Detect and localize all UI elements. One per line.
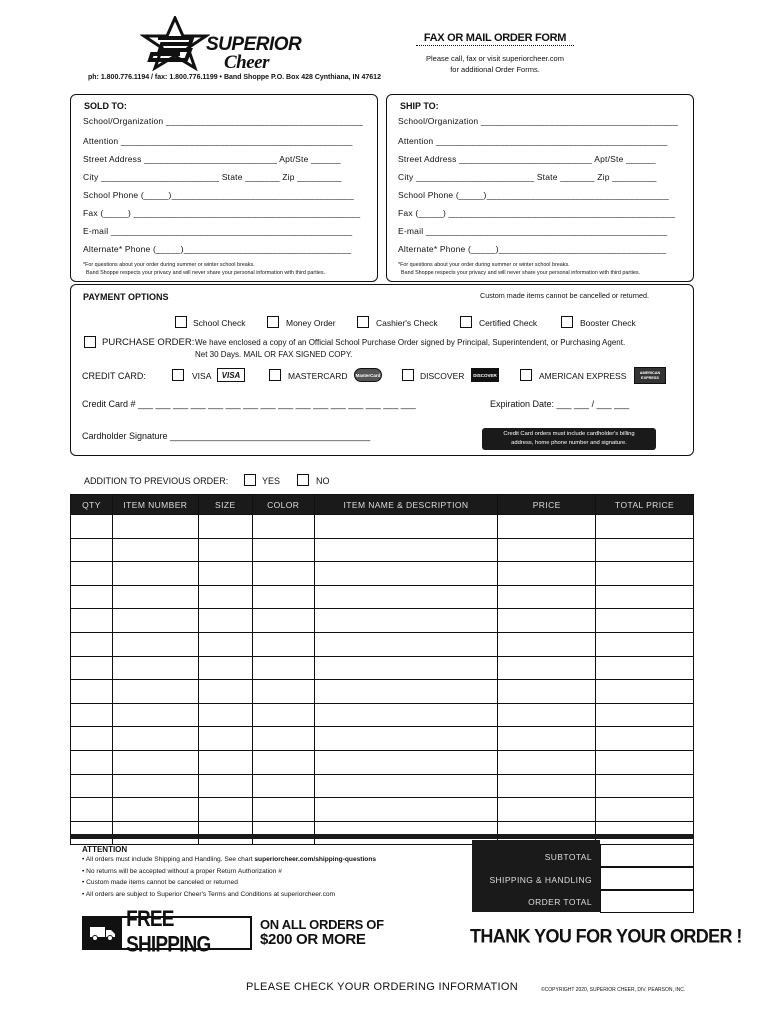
table-cell[interactable]: [71, 656, 113, 680]
table-cell[interactable]: [198, 538, 252, 562]
table-cell[interactable]: [314, 632, 498, 656]
table-cell[interactable]: [498, 680, 596, 704]
mastercard-label: MASTERCARD: [288, 371, 348, 381]
table-cell[interactable]: [112, 515, 198, 539]
table-row: [71, 538, 694, 562]
on-all-orders-text: ON ALL ORDERS OF: [260, 917, 384, 932]
purchase-order-terms: Net 30 Days. MAIL OR FAX SIGNED COPY.: [195, 350, 353, 359]
contact-line: ph: 1.800.776.1194 / fax: 1.800.776.1199 • Band Shoppe P.O. Box 428 Cynthiana, IN 47612: [88, 74, 381, 81]
cashiers-check-checkbox[interactable]: [357, 316, 369, 328]
table-cell[interactable]: [498, 656, 596, 680]
col-qty: QTY: [71, 495, 113, 515]
shipping-label: SHIPPING & HANDLING: [489, 875, 592, 885]
ship-school-field[interactable]: School/Organization ________________________________________: [398, 116, 678, 126]
cc-note-line1: Credit Card orders must include cardholder's billing: [503, 431, 635, 437]
ship-note: [398, 261, 640, 277]
table-cell[interactable]: [498, 703, 596, 727]
order-total-field[interactable]: [600, 890, 694, 913]
sold-school-field[interactable]: School/Organization ________________________________________: [83, 116, 363, 126]
table-cell[interactable]: [252, 515, 314, 539]
brand-sub: Cheer: [224, 52, 269, 73]
table-cell[interactable]: [198, 774, 252, 798]
addition-yes-label: YES: [262, 476, 281, 486]
table-cell[interactable]: [252, 727, 314, 751]
table-cell[interactable]: [596, 632, 694, 656]
table-row: [71, 515, 694, 539]
table-cell[interactable]: [252, 585, 314, 609]
table-cell[interactable]: [498, 632, 596, 656]
table-cell[interactable]: [498, 798, 596, 822]
card-number-field[interactable]: Credit Card # ___ ___ ___ ___ ___ ___ ___ ___ ___ ___ ___ ___ ___ ___ ___ ___: [82, 399, 416, 409]
form-sub-line2: for additional Order Forms.: [450, 65, 540, 74]
table-cell[interactable]: [252, 680, 314, 704]
booster-check-label: Booster Check: [580, 318, 636, 328]
sold-alt-phone-field[interactable]: Alternate* Phone (_____)__________________________________: [83, 244, 352, 254]
shipping-field[interactable]: [600, 867, 694, 890]
table-bottom-band: [70, 834, 694, 839]
discover-label: DISCOVER: [420, 371, 465, 381]
sold-email-field[interactable]: E-mail _________________________________________________: [83, 226, 353, 236]
table-cell[interactable]: [596, 585, 694, 609]
table-cell[interactable]: [71, 774, 113, 798]
addition-no-checkbox[interactable]: [297, 474, 309, 486]
table-cell[interactable]: [71, 609, 113, 633]
table-cell[interactable]: [198, 585, 252, 609]
thank-you-text: THANK YOU FOR YOUR ORDER !: [470, 924, 742, 947]
table-row: [71, 680, 694, 704]
table-cell[interactable]: [498, 727, 596, 751]
totals-labels-panel: [472, 840, 600, 912]
table-cell[interactable]: [71, 680, 113, 704]
ship-alt-phone-field[interactable]: Alternate* Phone (_____)__________________________________: [398, 244, 667, 254]
table-cell[interactable]: [112, 585, 198, 609]
amex-checkbox[interactable]: [520, 369, 532, 381]
booster-check-checkbox[interactable]: [561, 316, 573, 328]
table-cell[interactable]: [596, 515, 694, 539]
ship-to-box: [386, 94, 694, 282]
table-cell[interactable]: [71, 632, 113, 656]
sold-to-box: [70, 94, 378, 282]
sold-phone-field[interactable]: School Phone (_____)_____________________________________: [83, 190, 354, 200]
table-cell[interactable]: [252, 656, 314, 680]
discover-checkbox[interactable]: [402, 369, 414, 381]
attention-item1-text: • All orders must include Shipping and Handling. See chart: [82, 856, 255, 863]
mastercard-logo: MasterCard: [354, 368, 382, 382]
table-cell[interactable]: [498, 750, 596, 774]
copyright-text: ©COPYRIGHT 2020, SUPERIOR CHEER, DIV. PEARSON, INC.: [541, 987, 686, 993]
col-total-price: TOTAL PRICE: [596, 495, 694, 515]
table-row: [71, 632, 694, 656]
table-cell[interactable]: [71, 727, 113, 751]
col-item-number: ITEM NUMBER: [112, 495, 198, 515]
shipping-link[interactable]: superiorcheer.com/shipping-questions: [254, 856, 377, 863]
attention-section: [82, 845, 376, 900]
table-cell[interactable]: [314, 609, 498, 633]
discover-logo: DISCOVER: [471, 368, 499, 382]
table-cell[interactable]: [198, 798, 252, 822]
table-cell[interactable]: [198, 727, 252, 751]
table-cell[interactable]: [314, 585, 498, 609]
signature-field[interactable]: Cardholder Signature ________________________________________: [82, 431, 371, 441]
table-cell[interactable]: [498, 562, 596, 586]
col-color: COLOR: [252, 495, 314, 515]
superior-cheer-logo: [140, 16, 320, 72]
list-item: • Custom made items cannot be canceled or returned: [82, 879, 238, 886]
table-cell[interactable]: [198, 632, 252, 656]
table-row: [71, 774, 694, 798]
table-cell[interactable]: [112, 538, 198, 562]
visa-label: VISA: [192, 371, 212, 381]
table-cell[interactable]: [71, 538, 113, 562]
table-cell[interactable]: [112, 798, 198, 822]
table-cell[interactable]: [252, 609, 314, 633]
table-cell[interactable]: [596, 562, 694, 586]
amex-label: AMERICAN EXPRESS: [539, 371, 627, 381]
free-shipping-text: FREE SHIPPING: [126, 907, 211, 958]
table-cell[interactable]: [198, 609, 252, 633]
amex-logo: AMERICAN EXPRESS: [634, 367, 666, 384]
cashiers-check-label: Cashier's Check: [376, 318, 438, 328]
table-cell[interactable]: [314, 680, 498, 704]
subtotal-field[interactable]: [600, 844, 694, 867]
ship-attention-field[interactable]: Attention _______________________________________________: [398, 136, 668, 146]
attention-title: ATTENTION: [82, 845, 128, 854]
form-title: FAX OR MAIL ORDER FORM: [416, 32, 574, 46]
cc-note-line2: address, home phone number and signature.: [511, 439, 627, 446]
table-cell[interactable]: [314, 703, 498, 727]
table-cell[interactable]: [314, 562, 498, 586]
order-items-table: [70, 494, 694, 845]
table-cell[interactable]: [71, 562, 113, 586]
certified-check-label: Certified Check: [479, 318, 538, 328]
form-sub-line1: Please call, fax or visit superiorcheer.com: [426, 54, 564, 63]
threshold-amount: $200 OR MORE: [260, 931, 366, 948]
order-total-label: ORDER TOTAL: [528, 897, 592, 907]
subtotal-label: SUBTOTAL: [544, 852, 592, 862]
ship-email-field[interactable]: E-mail _________________________________________________: [398, 226, 668, 236]
form-subtitle: [410, 53, 580, 75]
ship-note-line2: Band Shoppe respects your privacy and will never share your personal information with third parties.: [401, 270, 641, 276]
table-cell[interactable]: [498, 774, 596, 798]
school-check-label: School Check: [193, 318, 246, 328]
certified-check-checkbox[interactable]: [460, 316, 472, 328]
table-cell[interactable]: [252, 750, 314, 774]
attention-list: [82, 854, 376, 900]
table-cell[interactable]: [198, 680, 252, 704]
visa-logo: VISA: [217, 368, 245, 382]
ship-to-title: SHIP TO:: [400, 101, 439, 111]
table-cell[interactable]: [198, 703, 252, 727]
table-cell[interactable]: [596, 609, 694, 633]
table-cell[interactable]: [596, 727, 694, 751]
table-cell[interactable]: [498, 585, 596, 609]
ship-phone-field[interactable]: School Phone (_____)_____________________________________: [398, 190, 669, 200]
table-cell[interactable]: [314, 515, 498, 539]
table-cell[interactable]: [198, 515, 252, 539]
purchase-order-text: We have enclosed a copy of an Official School Purchase Order signed by Principal, Superintendent, or Purchasing Agent.: [195, 338, 626, 347]
col-size: SIZE: [198, 495, 252, 515]
sold-note-line2: Band Shoppe respects your privacy and will never share your personal information with third parties.: [86, 270, 326, 276]
table-cell[interactable]: [596, 703, 694, 727]
sold-city-field[interactable]: City ________________________ State _______ Zip _________: [83, 172, 342, 182]
free-shipping-badge: [82, 907, 252, 958]
col-item-name: ITEM NAME & DESCRIPTION: [314, 495, 498, 515]
addition-no-label: NO: [316, 476, 330, 486]
ship-fax-field[interactable]: Fax (_____) ______________________________________________: [398, 208, 676, 218]
table-cell[interactable]: [71, 515, 113, 539]
col-price: PRICE: [498, 495, 596, 515]
table-cell[interactable]: [198, 656, 252, 680]
visa-checkbox[interactable]: [172, 369, 184, 381]
table-cell[interactable]: [112, 750, 198, 774]
table-cell[interactable]: [314, 656, 498, 680]
ship-note-line1: *For questions about your order during summer or winter school breaks.: [398, 262, 570, 268]
order-rows: [71, 515, 694, 845]
custom-items-note: Custom made items cannot be cancelled or returned.: [480, 291, 649, 300]
table-row: [71, 585, 694, 609]
table-cell[interactable]: [71, 750, 113, 774]
table-cell[interactable]: [498, 538, 596, 562]
table-cell[interactable]: [252, 774, 314, 798]
table-row: [71, 727, 694, 751]
sold-note-line1: *For questions about your order during summer or winter school breaks.: [83, 262, 255, 268]
sold-street-field[interactable]: Street Address ___________________________ Apt/Ste ______: [83, 154, 341, 164]
money-order-label: Money Order: [286, 318, 336, 328]
ship-street-field[interactable]: Street Address ___________________________ Apt/Ste ______: [398, 154, 656, 164]
table-cell[interactable]: [112, 562, 198, 586]
table-row: [71, 562, 694, 586]
table-cell[interactable]: [596, 774, 694, 798]
table-cell[interactable]: [112, 703, 198, 727]
table-cell[interactable]: [596, 656, 694, 680]
addition-yes-checkbox[interactable]: [244, 474, 256, 486]
table-cell[interactable]: [596, 798, 694, 822]
table-cell[interactable]: [498, 515, 596, 539]
sold-to-title: SOLD TO:: [84, 101, 127, 111]
table-cell[interactable]: [112, 632, 198, 656]
table-cell[interactable]: [112, 774, 198, 798]
table-header-row: [71, 495, 694, 515]
table-row: [71, 703, 694, 727]
table-row: [71, 609, 694, 633]
table-cell[interactable]: [252, 703, 314, 727]
list-item: [82, 854, 376, 866]
expiration-field[interactable]: Expiration Date: ___ ___ / ___ ___: [490, 399, 630, 409]
table-cell[interactable]: [596, 538, 694, 562]
free-shipping-terms: [260, 917, 384, 947]
table-cell[interactable]: [252, 798, 314, 822]
table-cell[interactable]: [314, 538, 498, 562]
table-cell[interactable]: [198, 562, 252, 586]
table-cell[interactable]: [252, 538, 314, 562]
table-cell[interactable]: [314, 727, 498, 751]
money-order-checkbox[interactable]: [267, 316, 279, 328]
table-row: [71, 750, 694, 774]
table-cell[interactable]: [498, 609, 596, 633]
sold-note: [83, 261, 325, 277]
table-cell[interactable]: [71, 798, 113, 822]
list-item: • No returns will be accepted without a proper Return Authorization #: [82, 867, 282, 875]
table-cell[interactable]: [112, 656, 198, 680]
sold-fax-field[interactable]: Fax (_____) ______________________________________________: [83, 208, 361, 218]
mastercard-checkbox[interactable]: [269, 369, 281, 381]
truck-icon: [84, 918, 122, 948]
table-cell[interactable]: [596, 750, 694, 774]
table-row: [71, 798, 694, 822]
table-cell[interactable]: [71, 585, 113, 609]
credit-card-label: CREDIT CARD:: [82, 371, 146, 381]
school-check-checkbox[interactable]: [175, 316, 187, 328]
table-cell[interactable]: [314, 750, 498, 774]
table-cell[interactable]: [252, 562, 314, 586]
table-cell[interactable]: [314, 774, 498, 798]
table-cell[interactable]: [112, 727, 198, 751]
check-info-text: PLEASE CHECK YOUR ORDERING INFORMATION: [246, 981, 518, 993]
addition-label: ADDITION TO PREVIOUS ORDER:: [84, 476, 229, 486]
payment-title: PAYMENT OPTIONS: [83, 292, 169, 302]
table-cell[interactable]: [596, 680, 694, 704]
table-cell[interactable]: [71, 703, 113, 727]
sold-attention-field[interactable]: Attention _______________________________________________: [83, 136, 353, 146]
table-cell[interactable]: [112, 680, 198, 704]
brand-name: SUPERIOR: [206, 34, 302, 55]
table-cell[interactable]: [112, 609, 198, 633]
credit-card-note: [482, 428, 656, 450]
star-logo-icon: [140, 16, 210, 72]
table-row: [71, 656, 694, 680]
table-cell[interactable]: [252, 632, 314, 656]
ship-city-field[interactable]: City ________________________ State _______ Zip _________: [398, 172, 657, 182]
table-cell[interactable]: [198, 750, 252, 774]
purchase-order-label: PURCHASE ORDER:: [102, 337, 195, 348]
purchase-order-checkbox[interactable]: [84, 336, 96, 348]
list-item: • All orders are subject to Superior Cheer's Terms and Conditions at superiorcheer.com: [82, 890, 336, 898]
table-cell[interactable]: [314, 798, 498, 822]
